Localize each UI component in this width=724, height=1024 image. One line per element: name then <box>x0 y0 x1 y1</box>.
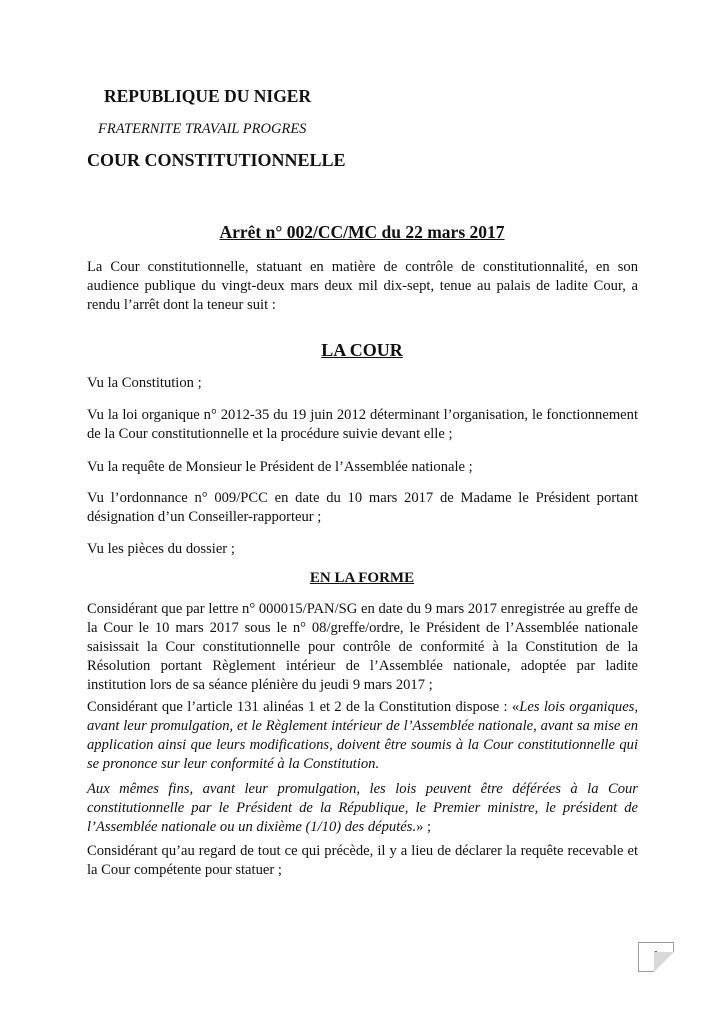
considerant-recevable: Considérant qu’au regard de tout ce qui précède, il y a lieu de déclarer la requête recevable et la Cour compétente pour statuer ; <box>87 843 638 878</box>
quote-2-end: » ; <box>416 819 432 835</box>
article-131-quote-2 <box>87 780 638 837</box>
intro-paragraph: La Cour constitutionnelle, statuant en matière de contrôle de constitutionnalité, en son audience publique du vingt-deux mars deux mil dix-sept, tenue au palais de ladite Cour, a rendu l’arrêt dont la teneur suit : <box>87 259 638 313</box>
visa-loi-organique: Vu la loi organique n° 2012-35 du 19 juin 2012 déterminant l’organisation, le fonctionnement de la Cour constitutionnelle et la procédure suivie devant elle ; <box>87 407 638 442</box>
visa-pieces: Vu les pièces du dossier ; <box>87 541 235 557</box>
considerant-article-lead: Considérant que l’article 131 alinéas 1 et 2 de la Constitution dispose : « <box>87 699 520 715</box>
page-number: 1 <box>638 942 674 972</box>
considerant-article-131 <box>87 698 638 774</box>
section-la-cour: LA COUR <box>321 340 403 360</box>
visa-constitution: Vu la Constitution ; <box>87 375 202 391</box>
motto: FRATERNITE TRAVAIL PROGRES <box>98 121 307 137</box>
court-heading: COUR CONSTITUTIONNELLE <box>87 150 346 170</box>
visa-ordonnance: Vu l’ordonnance n° 009/PCC en date du 10 mars 2017 de Madame le Président portant désignation d’un Conseiller-rapporteur ; <box>87 490 638 525</box>
section-en-la-forme: EN LA FORME <box>309 570 415 586</box>
visa-requete: Vu la requête de Monsieur le Président de l’Assemblée nationale ; <box>87 459 473 475</box>
republic-heading: REPUBLIQUE DU NIGER <box>104 86 312 106</box>
quote-2-text: Aux mêmes fins, avant leur promulgation, les lois peuvent être déférées à la Cour constitutionnelle par le Président de la République, le Premier ministre, le président de l’Assemblée nationale ou un dixième (1/10) des députés. <box>87 781 638 835</box>
considerant-saisine: Considérant que par lettre n° 000015/PAN/SG en date du 9 mars 2017 enregistrée au greffe de la Cour le 10 mars 2017 sous le n° 08/greffe/ordre, le Président de l’Assemblée nationale saisissait la Cour constitutionnelle pour contrôle de conformité à la Constitution de la Résolution portant Règlement intérieur de l’Assemblée nationale, adoptée par ladite institution lors de sa séance plénière du jeudi 9 mars 2017 ; <box>87 601 638 693</box>
article-131-quote: Les lois organiques, avant leur promulgation, et le Règlement intérieur de l’Assemblée nationale, avant sa mise en application ainsi que leurs modifications, doivent être soumis à la Cour constitutionnelle qui se prononce sur leur conformité à la Constitution. <box>87 699 639 772</box>
arret-title: Arrêt n° 002/CC/MC du 22 mars 2017 <box>219 222 505 242</box>
